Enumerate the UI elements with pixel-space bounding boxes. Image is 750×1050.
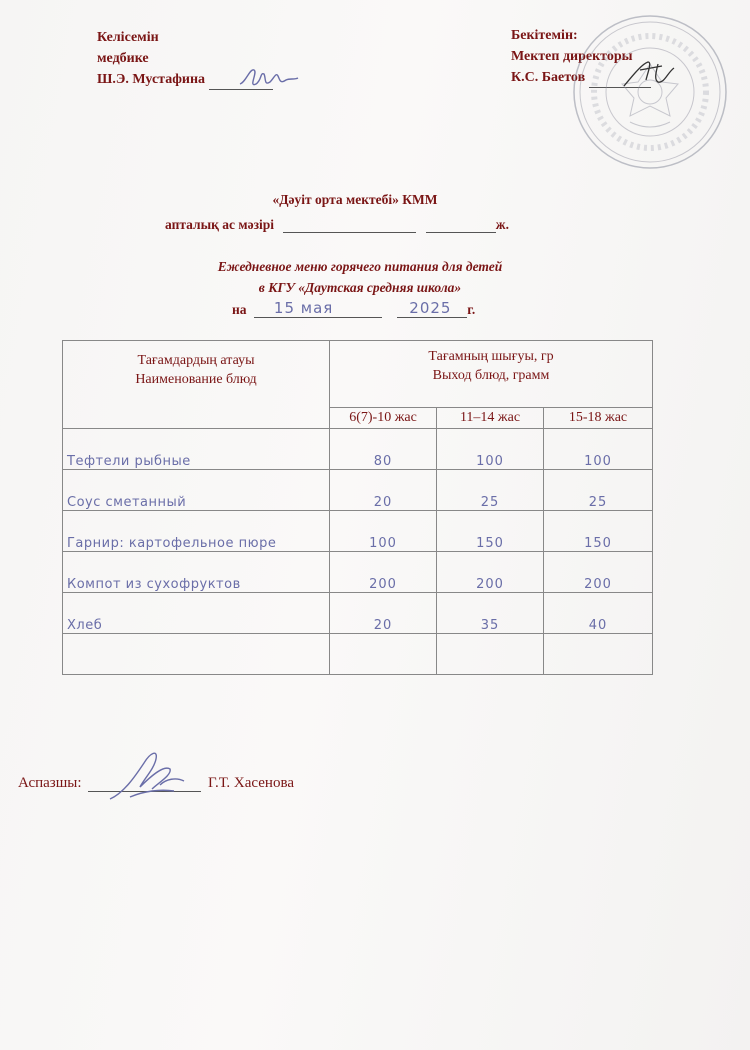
- title-date-on: на: [232, 302, 247, 317]
- table-header-row: [63, 341, 653, 408]
- title-ru-line1: Ежедневное меню горячего питания для детей: [217, 259, 503, 274]
- title-kz-week: апталық ас мәзірі: [165, 217, 275, 232]
- menu-table: [62, 340, 653, 675]
- portion-age-2: 150: [437, 511, 544, 552]
- portion-age-3: 40: [544, 593, 653, 634]
- title-kz-week-line: [165, 217, 509, 233]
- cook-signature: [100, 745, 196, 807]
- table-row: [63, 552, 653, 593]
- dish-name: Соус сметанный: [63, 470, 330, 511]
- portion-age-1: 80: [330, 429, 437, 470]
- portion-age-1: 200: [330, 552, 437, 593]
- date-day-handwritten: 15 мая: [273, 299, 334, 317]
- portion-age-2: 200: [437, 552, 544, 593]
- approval-left-line2: медбике: [97, 51, 149, 66]
- portion-age-1: 100: [330, 511, 437, 552]
- title-date-line: [232, 299, 476, 318]
- age-col-3: 15-18 жас: [544, 408, 653, 429]
- age-col-2: 11–14 жас: [437, 408, 544, 429]
- table-row: [63, 593, 653, 634]
- dish-name: Компот из сухофруктов: [63, 552, 330, 593]
- portion-age-3: 150: [544, 511, 653, 552]
- table-row: [63, 429, 653, 470]
- approval-left-name: Ш.Э. Мустафина: [97, 72, 206, 87]
- cook-name: Г.Т. Хасенова: [208, 775, 294, 791]
- table-row-empty: [63, 634, 653, 675]
- portion-age-3: 25: [544, 470, 653, 511]
- portion-age-2: 35: [437, 593, 544, 634]
- nurse-signature: [236, 62, 302, 92]
- header-dish-name: Тағамдардың атауы Наименование блюд: [63, 341, 330, 429]
- table-row: [63, 511, 653, 552]
- portion-age-2: 100: [437, 429, 544, 470]
- title-kz-organization: «Дәуіт орта мектебі» КММ: [272, 192, 438, 207]
- table-row: [63, 470, 653, 511]
- portion-age-1: 20: [330, 470, 437, 511]
- title-ru-line2: в КГУ «Даутская средняя школа»: [258, 280, 462, 295]
- dish-name: Гарнир: картофельное пюре: [63, 511, 330, 552]
- portion-age-2: 25: [437, 470, 544, 511]
- portion-age-3: 200: [544, 552, 653, 593]
- director-signature: [618, 56, 678, 92]
- dish-name: Хлеб: [63, 593, 330, 634]
- approval-left-line1: Келісемін: [97, 30, 159, 45]
- portion-age-1: 20: [330, 593, 437, 634]
- cook-label: Аспазшы:: [18, 775, 82, 791]
- portion-age-3: 100: [544, 429, 653, 470]
- age-col-1: 6(7)-10 жас: [330, 408, 437, 429]
- round-stamp-icon: [570, 12, 730, 172]
- approval-right-line2: Мектеп директоры: [511, 49, 633, 64]
- approval-right-name: К.С. Баетов: [511, 70, 586, 85]
- title-kz-year-suffix: ж.: [495, 217, 509, 232]
- date-year-handwritten: 2025: [409, 299, 452, 317]
- header-output: Тағамның шығуы, гр Выход блюд, грамм: [330, 341, 653, 408]
- approval-right-line1: Бекітемін:: [511, 28, 578, 43]
- title-year-suffix: г.: [467, 302, 476, 317]
- dish-name: Тефтели рыбные: [63, 429, 330, 470]
